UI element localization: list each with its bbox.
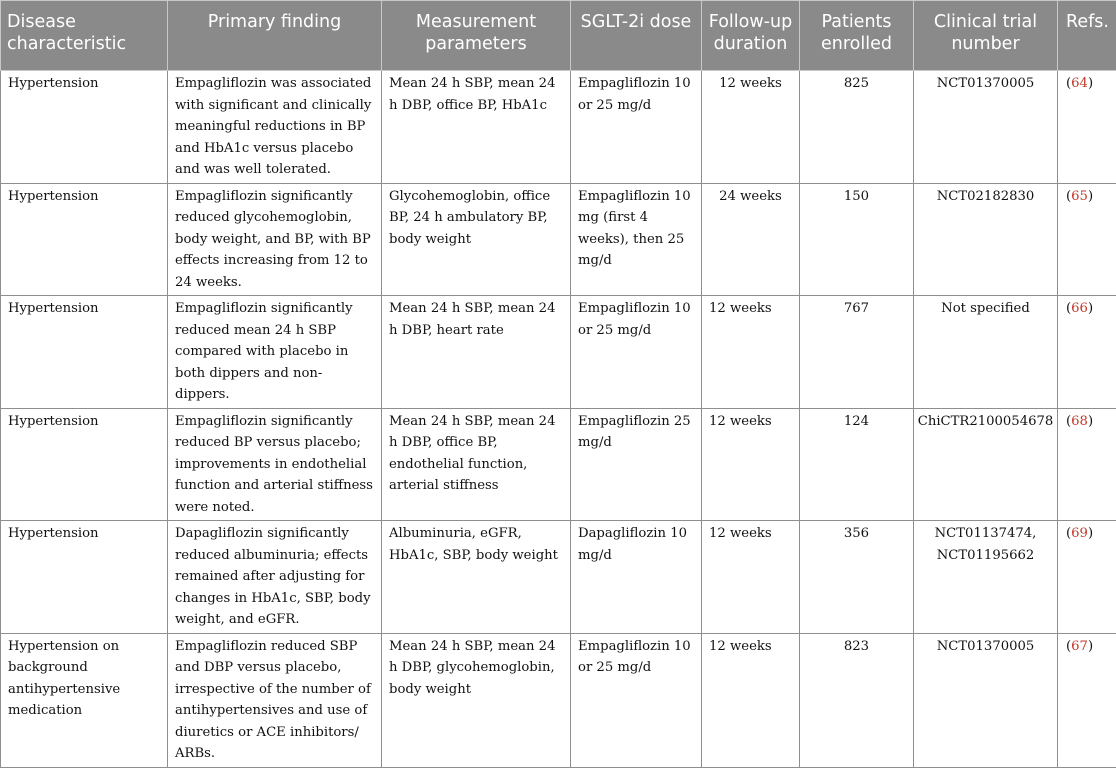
cell-dose: Dapagliflozin 10 mg/d xyxy=(571,521,702,634)
cell-measurement: Mean 24 h SBP, mean 24 h DBP, heart rate xyxy=(382,296,571,409)
cell-finding: Empagliflozin significantly reduced mean 24 h SBP compared with placebo in both dippers and non-dippers. xyxy=(168,296,382,409)
cell-ref: (67) xyxy=(1058,633,1116,767)
cell-patients: 825 xyxy=(800,71,914,184)
cell-ref: (65) xyxy=(1058,183,1116,296)
cell-finding: Empagliflozin significantly reduced glycohemoglobin, body weight, and BP, with BP effects increasing from 12 to 24 weeks. xyxy=(168,183,382,296)
cell-disease: Hypertension xyxy=(1,521,168,634)
table-row xyxy=(1,71,1116,184)
cell-disease: Hypertension xyxy=(1,408,168,521)
cell-measurement: Mean 24 h SBP, mean 24 h DBP, office BP, HbA1c xyxy=(382,71,571,184)
cell-ref: (66) xyxy=(1058,296,1116,409)
cell-finding: Empagliflozin was associated with significant and clinically meaningful reductions in BP and HbA1c versus placebo and was well tolerated. xyxy=(168,71,382,184)
table-body xyxy=(1,71,1116,768)
cell-followup: 12 weeks xyxy=(702,296,800,409)
table-header xyxy=(1,1,1116,71)
cell-ref: (64) xyxy=(1058,71,1116,184)
column-header-disease: Disease characteristic xyxy=(1,1,168,71)
cell-measurement: Mean 24 h SBP, mean 24 h DBP, office BP, endothelial function, arterial stiffness xyxy=(382,408,571,521)
cell-trial: ChiCTR2100054678 xyxy=(914,408,1058,521)
cell-disease: Hypertension xyxy=(1,71,168,184)
reference-link[interactable]: 69 xyxy=(1071,526,1088,541)
reference-link[interactable]: 67 xyxy=(1071,639,1088,654)
cell-trial: Not specified xyxy=(914,296,1058,409)
table-row xyxy=(1,633,1116,767)
reference-link[interactable]: 65 xyxy=(1071,189,1088,204)
cell-disease: Hypertension xyxy=(1,296,168,409)
cell-dose: Empagliflozin 25 mg/d xyxy=(571,408,702,521)
cell-followup: 12 weeks xyxy=(702,71,800,184)
cell-dose: Empagliflozin 10 or 25 mg/d xyxy=(571,296,702,409)
cell-dose: Empagliflozin 10 or 25 mg/d xyxy=(571,71,702,184)
column-header-measurement: Measurement parameters xyxy=(382,1,571,71)
cell-finding: Empagliflozin reduced SBP and DBP versus placebo, irrespective of the number of antihypertensives and use of diuretics or ACE inhibitors/ ARBs. xyxy=(168,633,382,767)
cell-patients: 150 xyxy=(800,183,914,296)
column-header-dose: SGLT-2i dose xyxy=(571,1,702,71)
column-header-patients: Patients enrolled xyxy=(800,1,914,71)
cell-patients: 823 xyxy=(800,633,914,767)
table-row xyxy=(1,521,1116,634)
cell-finding: Empagliflozin significantly reduced BP versus placebo; improvements in endothelial function and arterial stiffness were noted. xyxy=(168,408,382,521)
column-header-refs: Refs. xyxy=(1058,1,1116,71)
cell-followup: 12 weeks xyxy=(702,521,800,634)
cell-followup: 12 weeks xyxy=(702,408,800,521)
column-header-finding: Primary finding xyxy=(168,1,382,71)
cell-followup: 12 weeks xyxy=(702,633,800,767)
cell-dose: Empagliflozin 10 or 25 mg/d xyxy=(571,633,702,767)
cell-ref: (68) xyxy=(1058,408,1116,521)
cell-finding: Dapagliflozin significantly reduced albuminuria; effects remained after adjusting for changes in HbA1c, SBP, body weight, and eGFR. xyxy=(168,521,382,634)
reference-link[interactable]: 68 xyxy=(1071,414,1088,429)
table-row xyxy=(1,408,1116,521)
column-header-trial: Clinical trial number xyxy=(914,1,1058,71)
cell-measurement: Mean 24 h SBP, mean 24 h DBP, glycohemoglobin, body weight xyxy=(382,633,571,767)
cell-trial: NCT01370005 xyxy=(914,633,1058,767)
cell-trial: NCT01370005 xyxy=(914,71,1058,184)
cell-disease: Hypertension on background antihypertensive medication xyxy=(1,633,168,767)
table-row xyxy=(1,296,1116,409)
cell-patients: 356 xyxy=(800,521,914,634)
cell-measurement: Albuminuria, eGFR, HbA1c, SBP, body weight xyxy=(382,521,571,634)
cell-trial: NCT01137474, NCT01195662 xyxy=(914,521,1058,634)
table-row xyxy=(1,183,1116,296)
cell-patients: 767 xyxy=(800,296,914,409)
cell-ref: (69) xyxy=(1058,521,1116,634)
reference-link[interactable]: 66 xyxy=(1071,301,1088,316)
cell-disease: Hypertension xyxy=(1,183,168,296)
cell-trial: NCT02182830 xyxy=(914,183,1058,296)
reference-link[interactable]: 64 xyxy=(1071,76,1088,91)
cell-followup: 24 weeks xyxy=(702,183,800,296)
column-header-followup: Follow-up duration xyxy=(702,1,800,71)
cell-patients: 124 xyxy=(800,408,914,521)
cell-dose: Empagliflozin 10 mg (first 4 weeks), then 25 mg/d xyxy=(571,183,702,296)
cell-measurement: Glycohemoglobin, office BP, 24 h ambulatory BP, body weight xyxy=(382,183,571,296)
